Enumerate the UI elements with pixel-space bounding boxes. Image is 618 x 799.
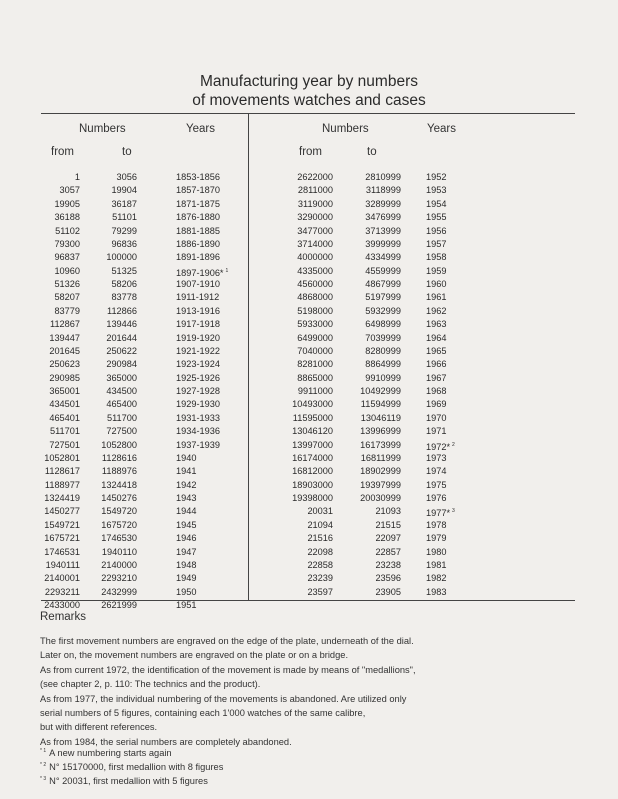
- table-cell-from: 3119000: [297, 198, 333, 209]
- table-cell-years: 1956: [426, 225, 447, 236]
- table-cell-years: 1971: [426, 426, 447, 437]
- table-cell-to: 7039999: [365, 332, 401, 343]
- table-cell-to: 100000: [106, 252, 137, 263]
- table-cell-years: 1927-1928: [176, 386, 220, 396]
- table-cell-from: 10493000: [292, 399, 333, 410]
- table-cell-from: 3714000: [297, 238, 333, 249]
- table-cell-to: 22857: [375, 546, 401, 557]
- left-numbers-header: Numbers: [79, 123, 126, 135]
- remarks-line: but with different references.: [40, 722, 158, 733]
- table-cell-to: 51101: [112, 212, 137, 223]
- table-cell-years: 1853-1856: [176, 172, 220, 182]
- table-cell-years: 1964: [426, 332, 447, 343]
- table-cell-from: 5198000: [297, 305, 333, 316]
- table-cell-to: 8280999: [365, 345, 401, 356]
- table-cell-years: 1948: [176, 559, 197, 570]
- table-cell-years: 1945: [176, 519, 197, 530]
- table-cell-to: 13996999: [360, 426, 401, 437]
- table-cell-years: 1980: [426, 546, 447, 557]
- table-cell-years: 1979: [426, 533, 447, 544]
- table-cell-to: 3118999: [365, 185, 401, 196]
- table-cell-to: 112866: [107, 305, 137, 316]
- table-cell-from: 112867: [50, 319, 80, 330]
- left-from-header: from: [51, 146, 74, 158]
- table-cell-to: 23905: [375, 586, 401, 597]
- table-cell-years: 1977* $^3$: [426, 508, 455, 519]
- footnote-marker: 1: [225, 267, 229, 274]
- table-cell-years: 1950: [176, 586, 197, 597]
- table-cell-from: 16174000: [292, 452, 333, 463]
- table-cell-from: 2433000: [44, 600, 80, 610]
- table-cell-to: 11594999: [360, 399, 401, 410]
- table-cell-from: 3477000: [297, 225, 333, 236]
- table-cell-to: 5197999: [365, 292, 401, 303]
- table-cell-to: 3999999: [365, 238, 401, 249]
- table-cell-to: 201644: [106, 332, 137, 343]
- table-cell-years: 1871-1875: [176, 198, 220, 209]
- table-cell-to: 4559999: [365, 265, 401, 276]
- table-cell-to: 1675720: [101, 519, 137, 530]
- table-cell-from: 4868000: [297, 292, 333, 303]
- remarks-line: serial numbers of 5 figures, containing each 1'000 watches of the same calibre,: [40, 707, 366, 718]
- table-cell-from: 58207: [54, 292, 80, 303]
- remarks-heading: Remarks: [40, 611, 87, 623]
- table-cell-to: 434500: [106, 386, 137, 396]
- right-from-column: [280, 171, 333, 599]
- table-cell-from: 16812000: [292, 466, 333, 477]
- table-cell-to: 3713999: [365, 225, 401, 236]
- table-cell-years: 1947: [176, 546, 197, 557]
- table-cell-from: 22858: [307, 559, 333, 570]
- table-cell-from: 4335000: [297, 265, 333, 276]
- table-cell-to: 36187: [111, 198, 137, 209]
- table-cell-from: 1940111: [45, 559, 80, 570]
- footnote-item: $^{* 1}$ A new numbering starts again: [40, 748, 172, 759]
- table-cell-from: 511701: [50, 426, 80, 437]
- left-to-header: to: [122, 146, 132, 158]
- remarks-line: As from 1984, the serial numbers are completely abandoned.: [40, 736, 292, 747]
- table-cell-to: 4867999: [365, 279, 401, 289]
- table-cell-years: 1952: [426, 172, 447, 182]
- table-cell-to: 10492999: [360, 386, 401, 396]
- table-cell-to: 20030999: [360, 493, 401, 503]
- table-cell-years: 1961: [426, 292, 447, 303]
- page-title-line-2: of movements watches and cases: [192, 92, 426, 109]
- table-cell-years: 1968: [426, 386, 447, 396]
- table-cell-to: 511700: [107, 412, 137, 423]
- table-cell-from: 13997000: [292, 439, 333, 450]
- table-cell-years: 1954: [426, 198, 447, 209]
- table-cell-years: 1982: [426, 573, 447, 584]
- table-cell-from: 1675721: [44, 533, 80, 544]
- table-cell-years: 1975: [426, 479, 447, 490]
- table-cell-from: 23239: [307, 573, 333, 584]
- footnote-item: $^{* 3}$ N° 20031, first medallion with 5 figures: [40, 776, 208, 787]
- table-cell-to: 16173999: [360, 439, 401, 450]
- table-cell-years: 1976: [426, 493, 447, 503]
- table-cell-years: 1953: [426, 185, 447, 196]
- column-divider: [248, 113, 249, 600]
- table-cell-to: 1324418: [101, 479, 137, 490]
- table-cell-years: 1917-1918: [176, 319, 220, 330]
- table-cell-from: 3290000: [297, 212, 333, 223]
- table-cell-to: 18902999: [360, 466, 401, 477]
- table-cell-years: 1876-1880: [176, 212, 220, 223]
- table-cell-years: 1960: [426, 279, 447, 289]
- table-cell-to: 250622: [106, 345, 137, 356]
- table-cell-years: 1949: [176, 573, 197, 584]
- table-cell-to: 5932999: [365, 305, 401, 316]
- table-cell-from: 4000000: [297, 252, 333, 263]
- table-cell-from: 13046120: [292, 426, 333, 437]
- table-cell-to: 9910999: [365, 372, 401, 383]
- table-cell-from: 1: [74, 172, 80, 182]
- table-cell-years: 1978: [426, 519, 447, 530]
- table-cell-years: 1957: [426, 238, 447, 249]
- table-cell-years: 1969: [426, 399, 447, 410]
- table-cell-from: 51326: [54, 279, 80, 289]
- top-rule: [41, 113, 575, 114]
- table-cell-from: 6499000: [297, 332, 333, 343]
- table-cell-from: 1188977: [44, 479, 80, 490]
- remarks-line: The first movement numbers are engraved on the edge of the plate, underneath of the dial.: [40, 636, 414, 646]
- table-cell-from: 434501: [49, 399, 80, 410]
- table-cell-years: 1965: [426, 345, 447, 356]
- table-cell-from: 727501: [49, 439, 80, 450]
- table-cell-years: 1943: [176, 493, 197, 503]
- table-cell-from: 8281000: [297, 359, 333, 370]
- right-years-header: Years: [427, 123, 456, 135]
- table-cell-from: 139447: [49, 332, 80, 343]
- table-cell-from: 22098: [307, 546, 333, 557]
- table-cell-to: 19397999: [360, 479, 401, 490]
- table-cell-from: 290985: [49, 372, 80, 383]
- table-cell-years: 1897-1906* $^1$: [176, 267, 229, 278]
- table-cell-from: 1324419: [44, 493, 80, 503]
- table-cell-to: 79299: [111, 225, 137, 236]
- table-cell-from: 9911000: [297, 386, 333, 396]
- table-cell-to: 2432999: [101, 586, 137, 597]
- table-cell-from: 21516: [307, 533, 333, 544]
- table-cell-from: 20031: [307, 506, 333, 517]
- table-cell-years: 1857-1870: [176, 185, 220, 196]
- table-cell-years: 1942: [176, 479, 197, 490]
- table-cell-from: 2811000: [297, 185, 333, 196]
- table-cell-to: 19904: [111, 185, 137, 196]
- table-cell-from: 19905: [54, 198, 80, 209]
- footnotes: [40, 744, 223, 786]
- table-cell-years: 1937-1939: [176, 439, 220, 450]
- table-cell-to: 13046119: [360, 412, 401, 423]
- table-cell-to: 23596: [375, 573, 401, 584]
- left-from-column: [30, 171, 80, 612]
- remarks-text: [40, 634, 416, 749]
- table-cell-from: 8865000: [297, 372, 333, 383]
- table-cell-years: 1972* $^2$: [426, 441, 455, 452]
- table-cell-to: 16811999: [360, 452, 401, 463]
- table-cell-to: 2810999: [365, 172, 401, 182]
- table-cell-to: 21515: [375, 519, 401, 530]
- table-cell-from: 365001: [49, 386, 80, 396]
- table-cell-from: 3057: [59, 185, 80, 196]
- table-cell-years: 1974: [426, 466, 447, 477]
- table-cell-to: 3289999: [365, 198, 401, 209]
- table-cell-to: 1450276: [101, 493, 137, 503]
- table-cell-years: 1970: [426, 412, 447, 423]
- table-cell-years: 1891-1896: [176, 252, 220, 263]
- table-cell-to: 1746530: [101, 533, 137, 544]
- table-cell-to: 6498999: [365, 319, 401, 330]
- table-cell-years: 1981: [426, 559, 447, 570]
- remarks-line: (see chapter 2, p. 110: The technics and the product).: [40, 679, 261, 690]
- table-cell-years: 1911-1912: [176, 292, 220, 303]
- right-to-header: to: [367, 146, 377, 158]
- table-cell-to: 58206: [111, 279, 137, 289]
- table-cell-from: 23597: [307, 586, 333, 597]
- table-cell-from: 2293211: [44, 586, 80, 597]
- table-cell-years: 1925-1926: [176, 372, 220, 383]
- table-cell-years: 1921-1922: [176, 345, 220, 356]
- table-cell-from: 21094: [307, 519, 333, 530]
- table-cell-from: 1052801: [44, 452, 80, 463]
- right-to-column: [350, 171, 401, 599]
- table-cell-years: 1923-1924: [176, 359, 220, 370]
- table-cell-years: 1941: [176, 466, 197, 477]
- remarks-line: As from 1977, the individual numbering of the movements is abandoned. Are utilized only: [40, 693, 407, 704]
- table-cell-years: 1934-1936: [176, 426, 220, 437]
- table-cell-years: 1963: [426, 319, 447, 330]
- table-cell-to: 4334999: [365, 252, 401, 263]
- table-cell-years: 1886-1890: [176, 238, 220, 249]
- table-cell-years: 1967: [426, 372, 447, 383]
- table-cell-years: 1973: [426, 452, 447, 463]
- table-cell-from: 4560000: [297, 279, 333, 289]
- table-cell-years: 1958: [426, 252, 447, 263]
- table-cell-from: 1128617: [44, 466, 80, 477]
- table-cell-from: 250623: [49, 359, 80, 370]
- table-cell-to: 1549720: [101, 506, 137, 517]
- table-cell-to: 465400: [106, 399, 137, 410]
- table-cell-from: 79300: [54, 238, 80, 249]
- table-cell-from: 83779: [54, 305, 80, 316]
- table-cell-years: 1983: [426, 586, 447, 597]
- table-cell-to: 139446: [106, 319, 137, 330]
- table-cell-to: 365000: [106, 372, 137, 383]
- right-years-column: [426, 171, 455, 599]
- table-cell-to: 1052800: [101, 439, 137, 450]
- table-cell-to: 21093: [375, 506, 401, 517]
- remarks-line: As from current 1972, the identification of the movement is made by means of "medallions",: [40, 664, 416, 675]
- table-cell-to: 2621999: [101, 600, 137, 610]
- table-cell-from: 465401: [49, 412, 80, 423]
- table-cell-to: 290984: [106, 359, 137, 370]
- table-cell-years: 1959: [426, 265, 447, 276]
- page-title-line-1: Manufacturing year by numbers: [200, 73, 418, 90]
- right-numbers-header: Numbers: [322, 123, 369, 135]
- table-cell-from: 5933000: [297, 319, 333, 330]
- table-cell-from: 2140001: [44, 573, 80, 584]
- table-cell-years: 1955: [426, 212, 447, 223]
- left-to-column: [90, 171, 137, 612]
- table-cell-years: 1931-1933: [176, 412, 220, 423]
- table-cell-years: 1907-1910: [176, 279, 220, 289]
- table-cell-from: 19398000: [292, 493, 333, 503]
- table-cell-to: 727500: [106, 426, 137, 437]
- table-cell-to: 96836: [111, 238, 137, 249]
- footnote-marker: 3: [452, 508, 455, 515]
- table-cell-years: 1962: [426, 305, 447, 316]
- table-cell-to: 8864999: [365, 359, 401, 370]
- table-cell-to: 2293210: [101, 573, 137, 584]
- table-cell-from: 1549721: [44, 519, 80, 530]
- table-cell-years: 1919-1920: [176, 332, 220, 343]
- table-cell-to: 3476999: [365, 212, 401, 223]
- table-cell-years: 1946: [176, 533, 197, 544]
- table-cell-from: 7040000: [297, 345, 333, 356]
- left-years-column: [176, 171, 228, 612]
- table-cell-years: 1929-1930: [176, 399, 220, 410]
- table-cell-from: 11595000: [292, 412, 333, 423]
- table-cell-years: 1913-1916: [176, 305, 220, 316]
- table-cell-years: 1944: [176, 506, 197, 517]
- footnote-item: $^{* 2}$ N° 15170000, first medallion with 8 figures: [40, 762, 224, 773]
- right-from-header: from: [299, 146, 322, 158]
- table-cell-from: 10960: [54, 265, 80, 276]
- left-years-header: Years: [186, 123, 215, 135]
- table-cell-from: 96837: [54, 252, 80, 263]
- table-cell-years: 1951: [176, 600, 197, 610]
- table-cell-to: 1188976: [101, 466, 137, 477]
- table-cell-to: 1128616: [101, 452, 137, 463]
- remarks-line: Later on, the movement numbers are engraved on the plate or on a bridge.: [40, 650, 349, 661]
- table-cell-to: 1940110: [101, 546, 137, 557]
- table-cell-from: 201645: [49, 345, 80, 356]
- table-cell-to: 83778: [111, 292, 137, 303]
- table-cell-to: 2140000: [101, 559, 137, 570]
- table-cell-years: 1881-1885: [176, 225, 220, 236]
- footnote-marker: 2: [452, 441, 455, 448]
- table-cell-from: 2622000: [297, 172, 333, 182]
- table-cell-years: 1940: [176, 452, 197, 463]
- table-cell-from: 1450277: [44, 506, 80, 517]
- table-cell-to: 22097: [375, 533, 401, 544]
- table-cell-to: 23238: [375, 559, 401, 570]
- table-cell-from: 18903000: [292, 479, 333, 490]
- table-cell-from: 1746531: [44, 546, 80, 557]
- table-cell-from: 51102: [55, 225, 80, 236]
- table-cell-years: 1966: [426, 359, 447, 370]
- table-cell-to: 3056: [116, 172, 137, 182]
- table-cell-from: 36188: [54, 212, 80, 223]
- table-cell-to: 51325: [111, 265, 137, 276]
